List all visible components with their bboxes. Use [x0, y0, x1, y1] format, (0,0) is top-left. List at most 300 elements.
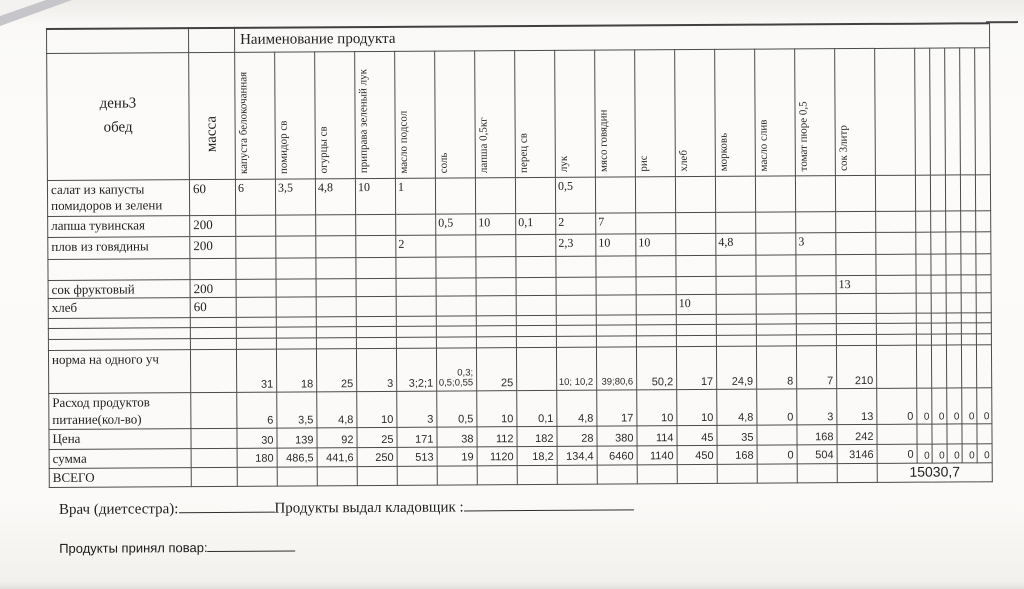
extra-value-cell — [976, 210, 991, 231]
mass-cell — [191, 393, 237, 429]
value-cell: 3,5 — [277, 392, 317, 428]
value-cell: 0 — [757, 389, 797, 425]
value-cell: 35 — [717, 425, 757, 445]
extra-value-cell — [961, 313, 976, 323]
document-content — [46, 22, 993, 556]
value-cell — [436, 277, 476, 296]
value-cell: 3146 — [837, 445, 877, 464]
mass-cell — [190, 328, 236, 339]
doctor-signature-blank — [178, 499, 274, 514]
product-column-label: рис — [637, 155, 650, 172]
doctor-signature-label: Врач (диетсестра): — [58, 501, 179, 518]
row-label: лапша тувинская — [48, 215, 190, 237]
value-cell: 2,3 — [556, 234, 596, 256]
extra-value-cell — [932, 424, 947, 444]
value-cell — [356, 214, 396, 235]
value-cell: 0,5 — [437, 391, 477, 427]
value-cell: 92 — [317, 428, 357, 448]
value-cell — [556, 337, 596, 348]
extra-value-cell: 0 — [932, 388, 947, 424]
extra-value-cell — [960, 174, 975, 210]
value-cell — [835, 175, 875, 211]
value-cell — [676, 233, 716, 255]
value-cell — [597, 465, 637, 484]
value-cell — [756, 294, 796, 314]
product-column-header — [515, 50, 556, 177]
table-row — [49, 388, 992, 430]
extra-value-cell — [876, 211, 916, 232]
signature-line-cook — [59, 539, 295, 555]
value-cell: 3 — [356, 349, 396, 392]
value-cell: 6 — [237, 392, 277, 428]
value-cell: 28 — [557, 426, 597, 446]
signature-line-doctor — [59, 496, 634, 519]
value-cell — [236, 317, 276, 327]
value-cell — [636, 336, 676, 347]
product-column-header — [715, 49, 756, 176]
value-cell: 18,2 — [517, 447, 557, 466]
value-cell: 10 — [355, 178, 395, 214]
value-cell — [516, 337, 556, 348]
value-cell — [396, 278, 436, 297]
extra-value-cell — [915, 175, 930, 211]
row-label: Цена — [49, 429, 191, 450]
value-cell — [756, 324, 796, 335]
product-column-header — [435, 50, 476, 177]
value-cell: 38 — [437, 427, 477, 447]
product-column-label: соль — [437, 152, 450, 174]
value-cell — [236, 258, 276, 279]
value-cell — [516, 277, 556, 296]
value-cell — [236, 297, 276, 317]
extra-value-cell — [876, 335, 916, 346]
product-column-label: помидор св — [277, 120, 290, 175]
extra-value-cell — [916, 254, 931, 275]
value-cell — [515, 177, 555, 213]
value-cell — [396, 317, 436, 327]
mass-cell: 200 — [190, 215, 236, 236]
value-cell — [756, 232, 796, 254]
value-cell — [795, 175, 835, 211]
value-cell — [436, 316, 476, 326]
value-cell: 486,5 — [277, 448, 317, 467]
value-cell — [675, 176, 715, 212]
product-column-header — [315, 51, 356, 178]
value-cell: 10 — [477, 391, 517, 427]
extra-value-cell — [916, 293, 931, 313]
value-cell: 3 — [797, 389, 837, 425]
value-cell — [516, 296, 556, 316]
product-column-label: сок 3литр — [837, 124, 850, 171]
extra-value-cell — [931, 275, 946, 294]
table-row — [47, 47, 991, 180]
value-cell: 10 — [636, 233, 676, 255]
value-cell — [556, 256, 596, 277]
value-cell — [517, 465, 557, 484]
value-cell — [716, 295, 756, 315]
product-name-header: Наименование продукта — [235, 23, 990, 52]
row-label — [48, 258, 190, 280]
value-cell — [356, 338, 396, 349]
extra-value-cell: 0 — [917, 444, 932, 463]
value-cell: 4,8 — [716, 233, 756, 255]
value-cell: 10; 10,2 — [556, 348, 596, 391]
value-cell: 3,5 — [275, 178, 315, 214]
mass-header-label: масса — [203, 116, 220, 153]
value-cell: 10 — [596, 233, 636, 255]
value-cell — [316, 327, 356, 338]
value-cell: 450 — [677, 446, 717, 465]
value-cell: 13 — [836, 275, 876, 294]
extra-value-cell — [945, 174, 960, 210]
empty-header-cell — [945, 47, 961, 174]
value-cell: 210 — [836, 346, 876, 389]
product-column-label: мясо говядин — [597, 109, 610, 173]
value-cell — [316, 214, 356, 235]
value-cell — [236, 327, 276, 338]
product-column-header — [795, 48, 836, 175]
value-cell — [676, 276, 716, 295]
mass-cell — [191, 467, 237, 486]
product-column-label: перец св — [517, 132, 530, 173]
row-label: ВСЕГО — [49, 468, 191, 488]
value-cell — [596, 276, 636, 295]
value-cell — [796, 324, 836, 335]
extra-value-cell — [930, 175, 945, 211]
value-cell: 1140 — [637, 446, 677, 465]
value-cell — [476, 316, 516, 326]
extra-value-cell — [875, 175, 915, 211]
value-cell — [276, 317, 316, 327]
value-cell: 50,2 — [636, 347, 676, 390]
extra-value-cell: 0 — [977, 444, 992, 463]
cook-signature-label: Продукты принял повар: — [59, 540, 208, 556]
extra-value-cell — [916, 334, 931, 345]
extra-value-cell — [975, 174, 990, 210]
value-cell — [756, 314, 796, 324]
value-cell: 112 — [477, 427, 517, 447]
empty-header-cell — [915, 48, 931, 175]
value-cell — [756, 275, 796, 294]
value-cell — [717, 464, 757, 483]
product-column-header — [675, 49, 716, 176]
extra-value-cell — [917, 424, 932, 444]
extra-value-cell — [946, 231, 961, 253]
value-cell — [796, 335, 836, 346]
value-cell: 0,1 — [517, 391, 557, 427]
corner-cell-name — [47, 28, 189, 53]
value-cell — [475, 177, 515, 213]
value-cell — [276, 235, 316, 257]
value-cell — [516, 348, 556, 391]
value-cell — [356, 257, 396, 278]
value-cell: 134,4 — [557, 446, 597, 465]
value-cell — [236, 279, 276, 298]
value-cell — [596, 336, 636, 347]
value-cell: 3;2;1 — [396, 349, 436, 392]
value-cell: 10 — [676, 295, 716, 315]
value-cell — [316, 257, 356, 278]
value-cell — [476, 256, 516, 277]
value-cell: 242 — [837, 425, 877, 445]
product-column-header — [355, 51, 396, 178]
extra-value-cell: 0 — [917, 388, 932, 424]
value-cell — [516, 256, 556, 277]
extra-value-cell — [931, 211, 946, 232]
value-cell: 8 — [756, 346, 796, 389]
value-cell: 0,1 — [516, 213, 556, 234]
value-cell: 45 — [677, 426, 717, 446]
value-cell — [796, 275, 836, 294]
value-cell — [396, 214, 436, 235]
mass-cell — [191, 449, 237, 468]
value-cell: 25 — [476, 348, 516, 391]
value-cell: 0,5 — [436, 213, 476, 234]
value-cell — [436, 337, 476, 348]
value-cell — [476, 277, 516, 296]
value-cell: 10 — [357, 392, 397, 428]
extra-value-cell — [962, 424, 977, 444]
value-cell: 19 — [437, 447, 477, 466]
value-cell: 4,8 — [315, 178, 355, 214]
value-cell — [357, 466, 397, 485]
row-label: плов из говядины — [48, 236, 190, 259]
value-cell — [396, 297, 436, 317]
value-cell — [516, 326, 556, 337]
product-column-header — [475, 50, 516, 177]
extra-value-cell — [961, 231, 976, 253]
extra-value-cell: 0 — [947, 388, 962, 424]
product-column-header — [835, 48, 876, 175]
cook-signature-blank — [208, 539, 296, 552]
mass-cell: 60 — [189, 179, 235, 215]
extra-value-cell — [876, 254, 916, 275]
value-cell — [676, 315, 716, 325]
value-cell — [476, 337, 516, 348]
value-cell — [636, 212, 676, 233]
value-cell: 168 — [717, 445, 757, 464]
value-cell — [236, 236, 276, 258]
value-cell — [557, 465, 597, 484]
value-cell: 6 — [235, 179, 275, 215]
value-cell — [756, 254, 796, 275]
extra-value-cell — [931, 254, 946, 275]
value-cell: 250 — [357, 448, 397, 467]
value-cell — [715, 176, 755, 212]
product-column-header — [755, 48, 796, 175]
menu-table — [46, 22, 993, 488]
extra-value-cell: 0 — [962, 444, 977, 463]
value-cell: 24,9 — [716, 347, 756, 390]
value-cell: 17 — [597, 390, 637, 426]
value-cell: 25 — [357, 428, 397, 448]
value-cell — [716, 255, 756, 276]
extra-value-cell — [916, 313, 931, 323]
value-cell — [635, 176, 675, 212]
extra-value-cell — [931, 334, 946, 345]
value-cell — [437, 466, 477, 485]
extra-value-cell — [947, 424, 962, 444]
value-cell: 3 — [397, 392, 437, 428]
value-cell: 10 — [637, 390, 677, 426]
extra-value-cell — [976, 345, 991, 388]
extra-value-cell — [916, 211, 931, 232]
value-cell — [476, 234, 516, 256]
value-cell — [716, 325, 756, 336]
value-cell — [316, 338, 356, 349]
value-cell — [836, 232, 876, 254]
value-cell — [796, 294, 836, 314]
value-cell — [436, 234, 476, 256]
value-cell — [836, 314, 876, 324]
extra-value-cell — [961, 345, 976, 388]
product-column-label: масло слив — [757, 119, 770, 172]
value-cell — [276, 278, 316, 297]
value-cell — [756, 211, 796, 232]
value-cell — [836, 294, 876, 314]
value-cell: 31 — [236, 349, 276, 392]
product-column-label: приправа зеленый лук — [357, 69, 370, 174]
value-cell — [636, 325, 676, 336]
value-cell — [676, 325, 716, 336]
empty-header-cell — [975, 47, 991, 174]
value-cell — [595, 176, 635, 212]
extra-value-cell — [976, 313, 991, 323]
value-cell: 441,6 — [317, 448, 357, 467]
value-cell: 114 — [637, 426, 677, 446]
value-cell: 0,5 — [555, 177, 595, 213]
value-cell: 1120 — [477, 447, 517, 466]
value-cell — [716, 315, 756, 325]
value-cell — [435, 177, 475, 213]
value-cell — [636, 315, 676, 325]
extra-value-cell — [976, 253, 991, 274]
extra-value-cell — [876, 314, 916, 324]
extra-value-cell — [877, 424, 917, 444]
product-column-header — [275, 51, 316, 178]
empty-header-cell — [960, 47, 976, 174]
extra-value-cell — [931, 313, 946, 323]
extra-value-cell — [931, 232, 946, 254]
value-cell — [836, 335, 876, 346]
extra-value-cell — [961, 274, 976, 293]
value-cell — [236, 338, 276, 349]
value-cell — [716, 336, 756, 347]
value-cell: 171 — [397, 427, 437, 447]
storekeeper-signature-label: Продукты выдал кладовщик : — [274, 499, 464, 517]
value-cell — [676, 336, 716, 347]
extra-value-cell — [961, 210, 976, 231]
row-label — [48, 328, 190, 340]
extra-value-cell — [916, 323, 931, 334]
value-cell: 3 — [796, 232, 836, 254]
value-cell — [556, 277, 596, 296]
value-cell — [516, 234, 556, 256]
product-column-header — [635, 49, 676, 176]
table-row — [47, 174, 990, 216]
row-label: салат из капусты помидоров и зелени — [47, 179, 189, 216]
value-cell — [316, 278, 356, 297]
extra-value-cell — [946, 293, 961, 313]
value-cell — [677, 464, 717, 483]
extra-value-cell — [946, 323, 961, 334]
value-cell — [757, 425, 797, 445]
value-cell — [796, 254, 836, 275]
extra-value-cell — [946, 334, 961, 345]
value-cell — [556, 326, 596, 337]
value-cell — [397, 466, 437, 485]
value-cell — [716, 276, 756, 295]
extra-value-cell: 0 — [932, 444, 947, 463]
value-cell — [276, 327, 316, 338]
extra-value-cell — [961, 323, 976, 334]
extra-value-cell — [977, 424, 992, 444]
extra-value-cell — [961, 334, 976, 345]
extra-value-cell — [876, 232, 916, 254]
value-cell — [356, 297, 396, 317]
day-meal-cell: день3 обед — [47, 52, 190, 180]
mass-cell — [191, 429, 237, 449]
value-cell — [596, 295, 636, 315]
extra-value-cell — [946, 274, 961, 293]
value-cell — [356, 317, 396, 327]
product-column-header — [555, 50, 596, 177]
value-cell: 182 — [517, 427, 557, 447]
value-cell: 504 — [797, 445, 837, 464]
value-cell: 39;80,6 — [596, 347, 636, 390]
row-label — [48, 339, 190, 351]
extra-value-cell: 0 — [877, 389, 917, 425]
value-cell — [356, 235, 396, 257]
row-label: норма на одного уч — [48, 350, 190, 394]
value-cell — [316, 317, 356, 327]
mass-cell: 200 — [190, 236, 236, 258]
extra-value-cell — [876, 324, 916, 335]
mass-cell: 200 — [190, 279, 236, 298]
value-cell — [436, 256, 476, 277]
product-column-label: хлеб — [677, 150, 690, 172]
value-cell: 7 — [796, 346, 836, 389]
value-cell: 4,8 — [557, 391, 597, 427]
value-cell — [277, 467, 317, 486]
product-column-label: огурцы св — [317, 126, 330, 174]
value-cell — [236, 215, 276, 236]
value-cell: 4,8 — [717, 390, 757, 426]
row-label: хлеб — [48, 298, 190, 319]
value-cell — [596, 325, 636, 336]
value-cell: 13 — [837, 389, 877, 425]
product-column-label: морковь — [717, 132, 730, 172]
value-cell — [276, 214, 316, 235]
extra-value-cell — [976, 293, 991, 313]
scan-line-artifact — [986, 21, 1018, 23]
value-cell — [596, 255, 636, 276]
value-cell: 30 — [237, 428, 277, 448]
value-cell — [796, 314, 836, 324]
value-cell — [476, 296, 516, 316]
value-cell: 4,8 — [317, 392, 357, 428]
value-cell — [796, 211, 836, 232]
storekeeper-signature-blank — [464, 496, 634, 511]
value-cell: 25 — [316, 349, 356, 392]
product-column-header — [395, 51, 436, 178]
extra-value-cell — [976, 334, 991, 345]
extra-value-cell: 0 — [947, 444, 962, 463]
product-column-label: лапша 0,5кг — [477, 116, 490, 173]
value-cell — [636, 295, 676, 315]
value-cell — [316, 235, 356, 257]
extra-value-cell: 0 — [877, 444, 917, 463]
